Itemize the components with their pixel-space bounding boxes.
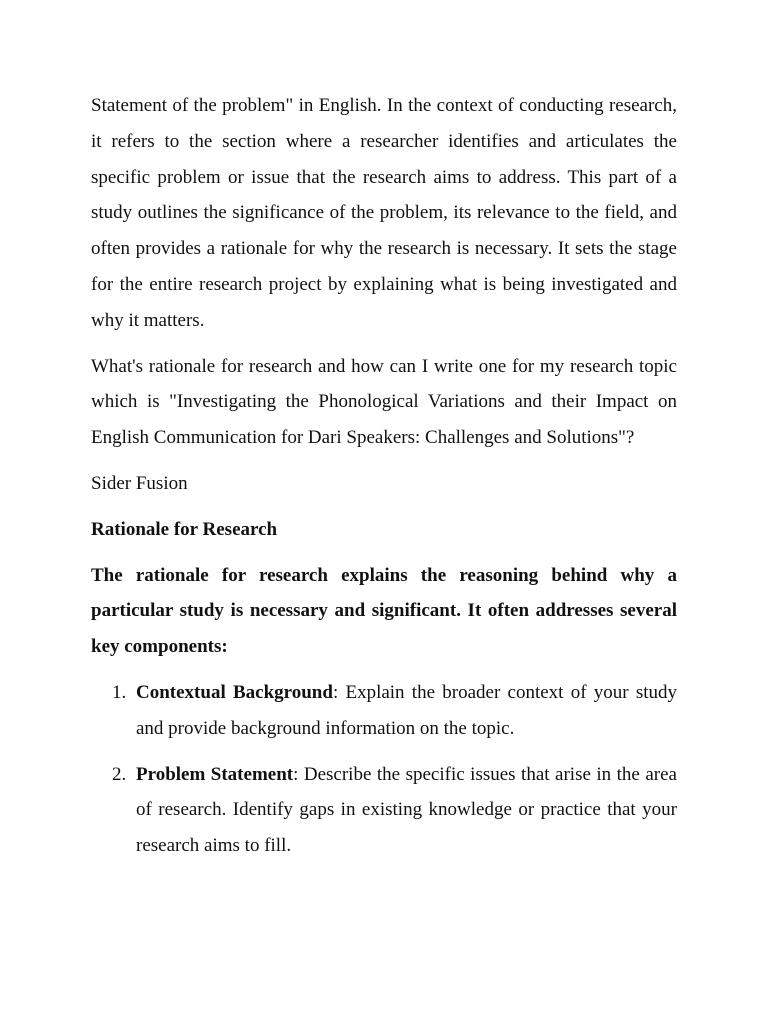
numbered-list — [91, 675, 677, 864]
list-term: Contextual Background — [136, 681, 333, 703]
section-heading: Rationale for Research — [91, 518, 278, 540]
body-paragraph: Statement of the problem" in English. In the context of conducting research, it refers to the section where a researcher identifies and articulates the specific problem or issue that the research aims to address. This part of a study outlines the significance of the problem, its relevance to the field, and often provides a rationale for why the research is necessary. It sets the stage for the entire research project by explaining what is being investigated and why it matters. — [91, 95, 677, 331]
list-item — [91, 757, 677, 864]
list-text: : Explain the broader context of your study and provide background information on the topic. — [136, 681, 678, 739]
source-label: Sider Fusion — [91, 472, 188, 494]
list-number: 1. — [112, 681, 127, 703]
list-text: : Describe the specific issues that arise in the area of research. Identify gaps in existing knowledge or practice that your research aims to fill. — [136, 763, 677, 857]
intro-paragraph: The rationale for research explains the reasoning behind why a particular study is necessary and significant. It often addresses several key components: — [91, 564, 677, 658]
list-item — [91, 675, 677, 747]
list-number: 2. — [112, 763, 127, 785]
question-paragraph: What's rationale for research and how can I write one for my research topic which is "Investigating the Phonological Variations and their Impact on English Communication for Dari Speakers: Challenges and Solutions"? — [91, 355, 677, 449]
list-term: Problem Statement — [136, 763, 294, 785]
document-page — [91, 88, 677, 874]
